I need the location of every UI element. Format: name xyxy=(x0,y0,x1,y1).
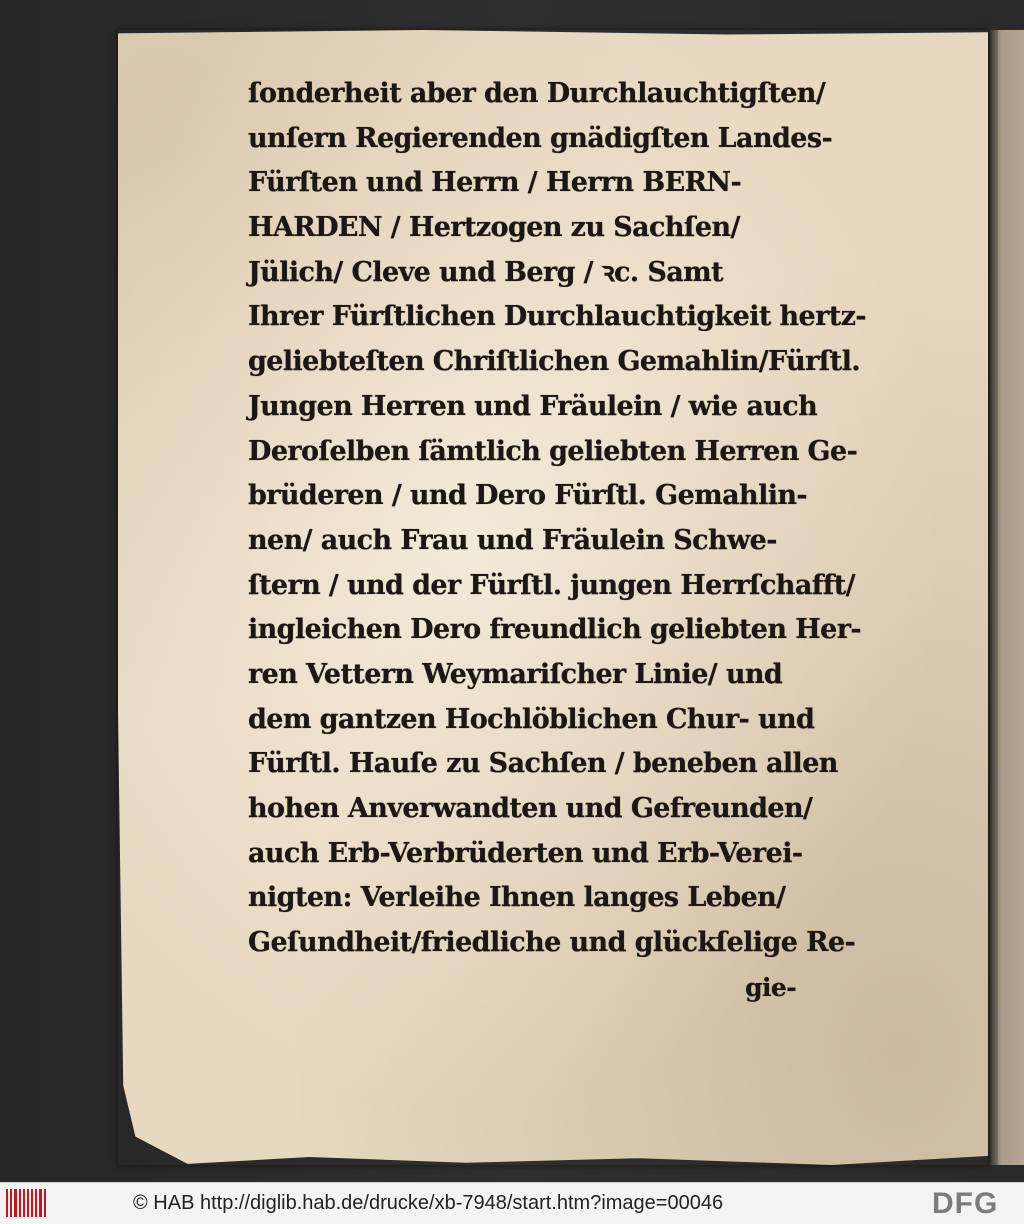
text-line: ſtern / und der Fürſtl. jungen Herrſchafft/ xyxy=(248,569,855,601)
page-fold xyxy=(990,30,998,1165)
text-line: Geſundheit/friedliche und glückſelige Re- xyxy=(248,927,856,959)
text-line: ingleichen Dero freundlich geliebten Her- xyxy=(248,614,861,646)
catchword: gie- xyxy=(745,972,796,1002)
text-line: brüderen / und Dero Fürſtl. Gemahlin- xyxy=(248,480,808,512)
text-line: HARDEN / Hertzogen zu Sachſen/ xyxy=(248,212,740,244)
text-line: geliebteſten Chriſtlichen Gemahlin/Fürſtl. xyxy=(248,346,861,378)
text-line: hohen Anverwandten und Gefreunden/ xyxy=(248,793,813,824)
page-text xyxy=(248,72,866,1010)
text-line: ren Vettern Weymariſcher Linie/ und xyxy=(248,658,783,690)
adjacent-page-edge xyxy=(990,30,1024,1165)
text-line: Jungen Herren und Fräulein / wie auch xyxy=(248,390,818,422)
library-barcode-icon xyxy=(6,1189,46,1217)
dfg-logo: DFG xyxy=(932,1187,999,1220)
footer-bar xyxy=(0,1182,1024,1224)
text-line: ſonderheit aber den Durchlauchtigſten/ xyxy=(248,78,826,109)
text-line: dem gantzen Hochlöblichen Chur- und xyxy=(248,703,815,735)
text-line: nigten: Verleihe Ihnen langes Leben/ xyxy=(248,882,786,914)
text-line: Deroſelben ſämtlich geliebten Herren Ge- xyxy=(248,435,858,467)
text-line: auch Erb-Verbrüderten und Erb-Verei- xyxy=(248,837,803,869)
text-line: Fürſten und Herrn / Herrn BERN- xyxy=(248,167,742,199)
text-line: nen/ auch Frau und Fräulein Schwe- xyxy=(248,524,777,556)
text-line: unſern Regierenden gnädigſten Landes- xyxy=(248,122,833,154)
text-line: Fürſtl. Hauſe zu Sachſen / beneben allen xyxy=(248,748,838,780)
text-line: Jülich/ Cleve und Berg / ꝛc. Samt xyxy=(248,256,724,288)
text-line: Ihrer Fürſtlichen Durchlauchtigkeit hertz- xyxy=(248,301,866,333)
copyright-link[interactable]: © HAB http://diglib.hab.de/drucke/xb-7948/start.htm?image=00046 xyxy=(133,1192,724,1214)
